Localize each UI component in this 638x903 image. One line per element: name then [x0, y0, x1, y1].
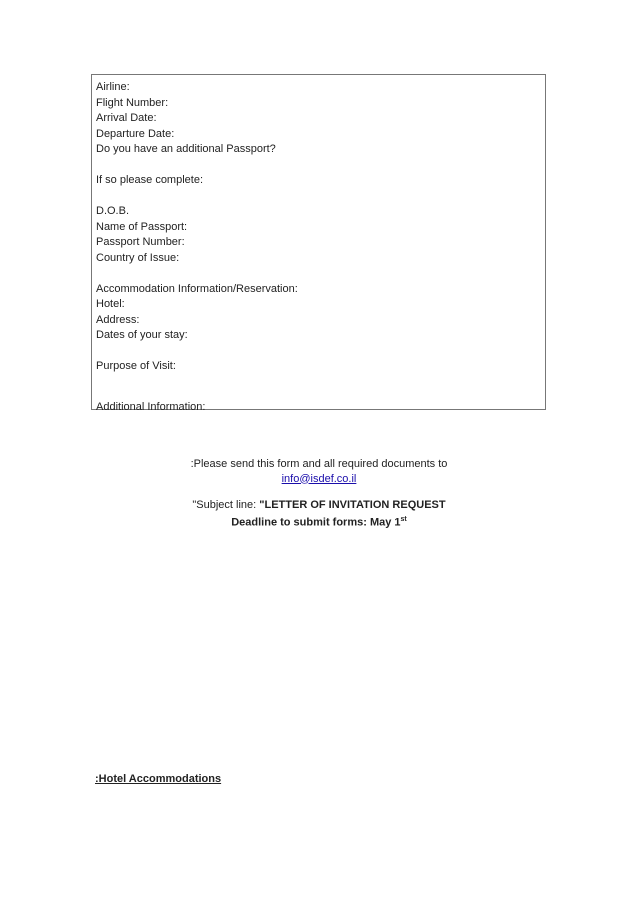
country-of-issue-label: Country of Issue: — [96, 251, 180, 264]
send-instruction: :Please send this form and all required documents to — [190, 458, 448, 470]
invitation-form-box — [91, 74, 546, 413]
deadline-superscript: st — [400, 515, 407, 523]
departure-date-label: Departure Date: — [96, 127, 175, 140]
deadline-line — [0, 513, 638, 528]
additional-info-label: Additional Information: — [96, 400, 206, 413]
if-so-label: If so please complete: — [96, 174, 204, 186]
airline-label: Airline: — [96, 81, 130, 93]
flight-number-label: Flight Number: — [96, 96, 169, 109]
subject-prefix: "Subject line: — [192, 499, 260, 511]
subject-value: "LETTER OF INVITATION REQUEST — [259, 499, 446, 511]
address-label: Address: — [96, 313, 140, 326]
deadline-text: Deadline to submit forms: May 1 — [231, 516, 401, 529]
hotel-label: Hotel: — [96, 298, 125, 310]
passport-number-label: Passport Number: — [96, 236, 185, 248]
hotel-accommodations-heading: :Hotel Accommodations — [95, 773, 222, 785]
accommodation-label: Accommodation Information/Reservation: — [96, 282, 298, 295]
subject-line — [0, 498, 638, 513]
arrival-date-label: Arrival Date: — [96, 112, 157, 124]
dates-of-stay-label: Dates of your stay: — [96, 329, 188, 341]
email-link[interactable]: info@isdef.co.il — [281, 472, 357, 485]
instructions-block — [0, 457, 638, 527]
dob-label: D.O.B. — [96, 205, 130, 217]
purpose-label: Purpose of Visit: — [96, 360, 176, 372]
passport-name-label: Name of Passport: — [96, 220, 188, 233]
additional-passport-question: Do you have an additional Passport? — [96, 143, 276, 155]
